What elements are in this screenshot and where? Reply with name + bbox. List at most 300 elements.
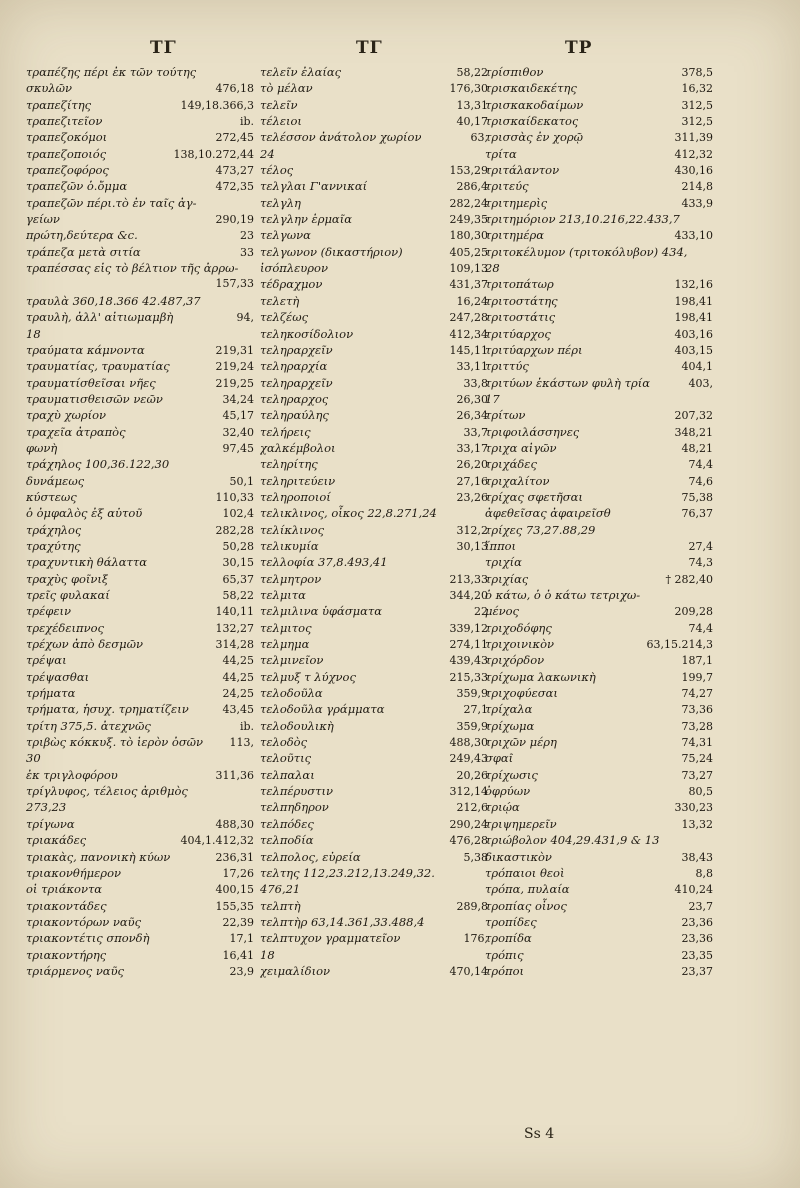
entry-term: σκυλῶν — [26, 81, 73, 96]
index-entry — [485, 391, 713, 407]
index-entry — [260, 587, 488, 603]
index-entry — [260, 816, 488, 832]
entry-term: τριτοστάτης — [485, 293, 558, 308]
index-entry — [26, 473, 254, 489]
index-entry — [260, 881, 488, 897]
entry-reference: 476,28 — [449, 834, 488, 848]
entry-term: τελοδὸς — [260, 735, 308, 750]
entry-reference: 76,37 — [681, 507, 713, 521]
index-entry — [260, 522, 488, 538]
entry-term: τραυματισθεισῶν νεῶν — [26, 391, 163, 406]
entry-term: τρίσπιθον — [485, 65, 544, 79]
entry-reference: 16,41 — [222, 948, 254, 962]
entry-term: τέδραχμον — [260, 277, 323, 292]
entry-reference: 110,33 — [215, 490, 254, 504]
index-entry — [485, 326, 713, 342]
index-entry — [485, 440, 713, 456]
index-entry — [260, 326, 488, 342]
entry-reference: 132,27 — [215, 621, 254, 635]
index-entry — [260, 178, 488, 194]
entry-reference: 312,14 — [449, 785, 488, 799]
entry-reference: 187,1 — [681, 654, 713, 668]
entry-reference: 50,1 — [229, 474, 254, 488]
index-entry — [260, 162, 488, 178]
index-entry — [485, 473, 713, 489]
entry-reference: 404,1.412,32 — [180, 834, 254, 848]
entry-term: τροπίδες — [485, 914, 537, 929]
entry-reference: 74,4 — [688, 458, 713, 472]
entry-term: τελέσσον ἀνάτολον χωρίον — [260, 130, 422, 145]
entry-term: τεληροποιοί — [260, 489, 331, 504]
entry-term: τριχῶν μέρη — [485, 735, 557, 750]
entry-term: τράπεζα μετὰ σιτία — [26, 244, 141, 259]
index-entry — [26, 326, 254, 342]
entry-term: σφαῖ — [485, 751, 514, 766]
index-entry — [260, 489, 488, 505]
entry-reference: 30,15 — [222, 556, 254, 570]
entry-term: τριτοπάτωρ — [485, 277, 554, 292]
entry-reference: 45,17 — [222, 409, 254, 423]
entry-term: τρισσὰς ἐν χορῷ — [485, 130, 584, 145]
index-entry — [26, 538, 254, 554]
entry-reference: 27,16 — [456, 474, 488, 488]
entry-term: τραπεζιτεῖον — [26, 114, 103, 129]
entry-reference: 282,24 — [449, 196, 488, 210]
index-entry — [485, 603, 713, 619]
index-entry — [26, 129, 254, 145]
entry-reference: 8,8 — [695, 866, 713, 880]
index-entry — [485, 571, 713, 587]
index-entry — [260, 947, 488, 963]
entry-term: τραπέζης πέρι ἐκ τῶν τούτης — [26, 65, 197, 79]
index-entry — [260, 636, 488, 652]
entry-reference: 289,8 — [456, 899, 488, 913]
index-entry — [26, 947, 254, 963]
entry-reference: 44,25 — [222, 670, 254, 684]
entry-reference: 157,33 — [215, 277, 254, 291]
entry-term: τριχαλίτον — [485, 473, 550, 488]
entry-reference: 311,39 — [674, 131, 713, 145]
entry-reference: 75,24 — [681, 752, 713, 766]
entry-term: τὸ μέλαν — [260, 81, 313, 96]
index-entry — [260, 358, 488, 374]
entry-reference: 431,37 — [449, 278, 488, 292]
index-entry — [485, 146, 713, 162]
index-entry — [260, 538, 488, 554]
entry-reference: 26,30 — [456, 392, 488, 406]
index-entry — [485, 522, 713, 538]
entry-term: τρεχέδειπνος — [26, 620, 104, 635]
entry-term: τελοδοῦλα — [260, 686, 323, 701]
entry-reference: 26,34 — [456, 409, 488, 423]
entry-term: τριακοντάδες — [26, 898, 107, 913]
entry-term: τραχυντικὴ θάλαττα — [26, 555, 148, 570]
index-entry — [26, 260, 254, 276]
entry-term: τελίκλινος — [260, 522, 325, 537]
entry-reference: 132,16 — [674, 278, 713, 292]
entry-term: τρίγωνα — [26, 816, 75, 831]
entry-reference: 102,4 — [222, 507, 254, 521]
entry-reference: 27,1 — [463, 703, 488, 717]
entry-term: ἵπποι — [485, 538, 517, 553]
index-entry — [485, 587, 713, 603]
index-column-3 — [485, 64, 713, 979]
entry-reference: 312,5 — [681, 98, 713, 112]
index-entry — [260, 146, 488, 162]
entry-term: τρισκαίδεκατος — [485, 114, 579, 129]
entry-term: τράχηλος 100,36.122,30 — [26, 457, 170, 472]
index-entry — [260, 701, 488, 717]
entry-term: τελμινεῖον — [260, 653, 324, 668]
index-entry — [26, 603, 254, 619]
index-entry — [485, 767, 713, 783]
entry-term: τελπέρυστιν — [260, 784, 334, 799]
entry-term: τρήματα — [26, 686, 76, 701]
index-entry — [260, 391, 488, 407]
entry-term: τέλος — [260, 163, 294, 178]
entry-term: τραπέσσας εἰς τὸ βέλτιον τῆς ἀρρω- — [26, 261, 239, 276]
index-entry — [485, 701, 713, 717]
entry-reference: 63, — [470, 131, 488, 145]
entry-term: κύστεως — [26, 489, 77, 504]
index-entry — [26, 244, 254, 260]
entry-reference: 74,31 — [681, 736, 713, 750]
entry-term: 18 — [26, 326, 41, 341]
entry-reference: 33,11 — [456, 360, 488, 374]
index-entry — [26, 64, 254, 80]
entry-term: τριτημέρα — [485, 228, 545, 243]
index-entry — [260, 505, 488, 521]
index-entry — [26, 227, 254, 243]
entry-reference: 23,35 — [681, 948, 713, 962]
index-entry — [260, 685, 488, 701]
entry-term: τελγωνα — [260, 228, 311, 243]
index-entry — [26, 669, 254, 685]
entry-term: τριχοινικὸν — [485, 637, 554, 652]
entry-reference: 286,4 — [456, 180, 488, 194]
entry-reference: 38,43 — [681, 850, 713, 864]
index-entry — [260, 440, 488, 456]
entry-reference: 113, — [229, 736, 254, 750]
index-entry — [260, 473, 488, 489]
index-entry — [260, 195, 488, 211]
entry-term: τεληκοσίδολιον — [260, 326, 354, 341]
entry-term: δυνάμεως — [26, 473, 85, 488]
index-entry — [26, 636, 254, 652]
entry-reference: 73,27 — [681, 768, 713, 782]
index-entry — [485, 505, 713, 521]
index-entry — [260, 129, 488, 145]
entry-reference: 23,36 — [681, 915, 713, 929]
entry-reference: 33,7 — [463, 425, 488, 439]
entry-reference: 339,12 — [449, 621, 488, 635]
index-entry — [485, 64, 713, 80]
entry-term: τελοῦτις — [260, 751, 312, 766]
entry-term: τελτης 112,23.212,13.249,32. — [260, 865, 435, 880]
entry-reference: 17,26 — [222, 866, 254, 880]
index-entry — [485, 211, 713, 227]
index-entry — [485, 914, 713, 930]
entry-term: δικαστικὸν — [485, 849, 552, 864]
entry-reference: 63,15.214,3 — [646, 638, 713, 652]
entry-reference: 488,30 — [449, 736, 488, 750]
index-entry — [485, 375, 713, 391]
entry-term: τελγωνον (δικαστήριον) — [260, 244, 403, 259]
entry-term: ἀφεθεῖσας ἀφαιρεῖσθ — [485, 506, 611, 521]
entry-term: τρισκακοδαίμων — [485, 97, 584, 112]
entry-term: τράχηλος — [26, 522, 82, 537]
index-entry — [260, 898, 488, 914]
entry-term: τρίχωμα — [485, 718, 535, 733]
entry-term: τελμιτος — [260, 620, 312, 635]
entry-term: τρέψασθαι — [26, 669, 90, 684]
entry-term: τρίχωμα λακωνικὴ — [485, 669, 596, 684]
entry-reference: 488,30 — [215, 817, 254, 831]
entry-term: τραπεζοφόρος — [26, 163, 109, 178]
index-entry — [485, 342, 713, 358]
entry-reference: 24,25 — [222, 687, 254, 701]
entry-term: τριτημόριον 213,10.216,22.433,7 — [485, 212, 680, 227]
index-entry — [485, 865, 713, 881]
entry-reference: ib. — [239, 115, 254, 129]
entry-reference: 207,32 — [674, 409, 713, 423]
entry-term: τριτοκέλυμον (τριτοκόλυβον) 434, — [485, 244, 688, 259]
entry-term: τελπόδες — [260, 816, 314, 831]
entry-term: τραπεζίτης — [26, 97, 92, 112]
entry-term: τέλειοι — [260, 114, 302, 129]
entry-reference: 282,28 — [215, 523, 254, 537]
entry-term: τεληραρχος — [260, 391, 329, 406]
entry-term: τριτύων ἑκάστων φυλὴ τρία — [485, 375, 650, 390]
entry-reference: 22 — [474, 605, 488, 619]
entry-reference: 344,20 — [449, 589, 488, 602]
entry-reference: 73,36 — [681, 703, 713, 717]
entry-reference: 74,27 — [681, 687, 713, 701]
entry-reference: 212,6 — [456, 801, 488, 815]
entry-term: τραχύτης — [26, 538, 81, 553]
entry-term: τρέψαι — [26, 653, 67, 668]
entry-reference: 94, — [236, 311, 254, 325]
index-entry — [26, 963, 254, 979]
entry-term: τελγλη — [260, 195, 301, 210]
entry-term: τελετὴ — [260, 293, 300, 308]
entry-term: τριῴα — [485, 800, 520, 815]
index-entry — [485, 244, 713, 260]
entry-reference: 16,24 — [456, 294, 488, 308]
entry-reference: 58,22 — [456, 66, 488, 79]
index-entry — [485, 129, 713, 145]
index-entry — [260, 718, 488, 734]
entry-reference: 23,37 — [681, 964, 713, 978]
index-entry — [260, 652, 488, 668]
entry-term: τελμιλινα ὑφάσματα — [260, 604, 383, 619]
entry-term: γείων — [26, 212, 60, 227]
entry-term: χαλκέμβολοι — [260, 440, 336, 455]
entry-reference: 433,10 — [674, 229, 713, 243]
entry-term: τελμημα — [260, 637, 310, 652]
entry-term: τελικλινος, οἶκος 22,8.271,24 — [260, 506, 437, 521]
entry-term: τελήρεις — [260, 424, 311, 439]
entry-reference: 27,4 — [688, 539, 713, 553]
index-entry — [260, 620, 488, 636]
index-entry — [26, 571, 254, 587]
entry-term: τριχοφύεσαι — [485, 686, 558, 701]
entry-reference: 198,41 — [674, 311, 713, 325]
index-entry — [485, 636, 713, 652]
entry-reference: 109,13 — [449, 262, 488, 276]
entry-reference: 155,35 — [215, 899, 254, 913]
entry-term: 30 — [26, 751, 41, 766]
entry-reference: 274,11 — [449, 638, 488, 652]
index-entry — [485, 293, 713, 309]
index-entry — [26, 178, 254, 194]
entry-term: τραπεζοκόμοι — [26, 130, 108, 145]
entry-term: τραχὺ χωρίον — [26, 408, 107, 423]
entry-reference: 290,19 — [215, 213, 254, 227]
index-entry — [26, 407, 254, 423]
entry-term: τελεῖν — [260, 97, 298, 112]
entry-term: τελποδία — [260, 833, 314, 848]
entry-term: ὁ κάτω, ὁ ὁ κάτω τετριχω- — [485, 588, 641, 602]
index-entry — [485, 358, 713, 374]
index-entry — [26, 489, 254, 505]
entry-reference: ib. — [239, 719, 254, 733]
index-entry — [485, 718, 713, 734]
entry-reference: 249,35 — [449, 213, 488, 227]
entry-term: τριχίας — [485, 571, 529, 586]
index-entry — [485, 80, 713, 96]
entry-term: τραυλὴ, ἀλλ' αἰτιωμαμβὴ — [26, 310, 174, 325]
index-entry — [26, 113, 254, 129]
entry-term: τριχία — [485, 555, 522, 570]
entry-reference: 476,18 — [215, 82, 254, 96]
entry-term: τρήματα, ἡσυχ. τρηματίζειν — [26, 702, 189, 717]
entry-reference: 58,22 — [222, 589, 254, 602]
entry-reference: 73,28 — [681, 719, 713, 733]
header-col3: ΤΡ — [565, 38, 593, 58]
entry-reference: 13,32 — [681, 817, 713, 831]
entry-term: τραχεῖα ἀτραπὸς — [26, 424, 126, 439]
entry-term: χειμαλίδιον — [260, 963, 331, 978]
entry-term: τραύματα κάμνοντα — [26, 342, 145, 357]
entry-term: τριακοντέτις σπονδὴ — [26, 931, 150, 946]
entry-term: τρόπα, πυλαία — [485, 882, 570, 897]
entry-reference: 199,7 — [681, 670, 713, 684]
entry-term: τελοδουλικὴ — [260, 718, 334, 733]
entry-reference: 330,23 — [674, 801, 713, 815]
index-entry — [485, 489, 713, 505]
index-entry — [485, 947, 713, 963]
entry-reference: 430,16 — [674, 164, 713, 178]
index-entry — [485, 276, 713, 292]
entry-term: τριακονθήμερον — [26, 865, 121, 880]
index-entry — [260, 113, 488, 129]
index-entry — [260, 375, 488, 391]
entry-reference: 97,45 — [222, 441, 254, 455]
index-entry — [260, 750, 488, 766]
index-entry — [485, 799, 713, 815]
signature-mark: Ss 4 — [524, 1126, 555, 1142]
entry-term: τριφοιλάσσηνες — [485, 424, 580, 439]
entry-term: τελεῖν ἐλαίας — [260, 65, 342, 79]
entry-reference: 74,4 — [688, 621, 713, 635]
entry-term: 28 — [485, 261, 500, 276]
entry-term: τελπτὴ — [260, 898, 301, 913]
index-entry — [26, 930, 254, 946]
index-entry — [485, 849, 713, 865]
entry-term: τριακοντήρης — [26, 947, 107, 962]
entry-reference: 400,15 — [215, 883, 254, 897]
index-entry — [485, 260, 713, 276]
entry-term: τελπτυχον γραμματεῖον — [260, 931, 401, 946]
entry-reference: 214,8 — [681, 180, 713, 194]
entry-reference: 65,37 — [222, 572, 254, 586]
entry-term: τεληραύλης — [260, 408, 329, 423]
entry-term: τριχοδόφης — [485, 620, 552, 635]
entry-reference: 412,32 — [674, 147, 713, 161]
entry-reference: 219,24 — [215, 360, 254, 374]
index-column-1 — [26, 64, 254, 979]
entry-term: τρόπαιοι θεοὶ — [485, 865, 565, 880]
index-entry — [26, 505, 254, 521]
entry-reference: 403,15 — [674, 343, 713, 357]
index-entry — [26, 734, 254, 750]
entry-term: τελμητρον — [260, 571, 322, 586]
entry-term: τελλοφία 37,8.493,41 — [260, 555, 388, 570]
entry-term: τριώβολον 404,29.431,9 & 13 — [485, 833, 660, 848]
entry-reference: 272,45 — [215, 131, 254, 145]
index-entry — [485, 783, 713, 799]
index-entry — [26, 276, 254, 292]
entry-reference: 378,5 — [681, 66, 713, 79]
entry-reference: 290,24 — [449, 817, 488, 831]
entry-term: τριχάδες — [485, 457, 537, 472]
entry-term: τριτύαρχων πέρι — [485, 342, 583, 357]
entry-term: τρόπις — [485, 947, 524, 962]
entry-reference: 311,36 — [215, 768, 254, 782]
page-header — [0, 38, 800, 62]
entry-term: φωνὴ — [26, 440, 58, 455]
index-entry — [26, 211, 254, 227]
entry-reference: 209,28 — [674, 605, 713, 619]
index-entry — [260, 97, 488, 113]
entry-term: τελπηδηρον — [260, 800, 329, 815]
entry-reference: 236,31 — [215, 850, 254, 864]
index-entry — [260, 342, 488, 358]
index-entry — [26, 767, 254, 783]
index-entry — [26, 881, 254, 897]
entry-term: τριψημερεῖν — [485, 816, 557, 831]
index-entry — [260, 734, 488, 750]
entry-term: 17 — [485, 391, 500, 406]
index-entry — [26, 750, 254, 766]
entry-reference: 412,34 — [449, 327, 488, 341]
index-entry — [485, 554, 713, 570]
index-entry — [485, 113, 713, 129]
entry-term: μένος — [485, 604, 520, 619]
index-entry — [260, 244, 488, 260]
entry-reference: 74,3 — [688, 556, 713, 570]
entry-reference: 32,40 — [222, 425, 254, 439]
entry-term: τραυματίσθεῖσαι νῆες — [26, 375, 156, 390]
entry-term: τριβὼς κόκκυξ. τὸ ἱερὸν ὀσῶν — [26, 735, 204, 750]
index-entry — [260, 64, 488, 80]
index-entry — [485, 407, 713, 423]
entry-term: τρίχας σφετῆσαι — [485, 489, 583, 504]
entry-term: τραχὺς φοῖνιξ — [26, 571, 109, 586]
entry-reference: 219,25 — [215, 376, 254, 390]
index-entry — [485, 620, 713, 636]
